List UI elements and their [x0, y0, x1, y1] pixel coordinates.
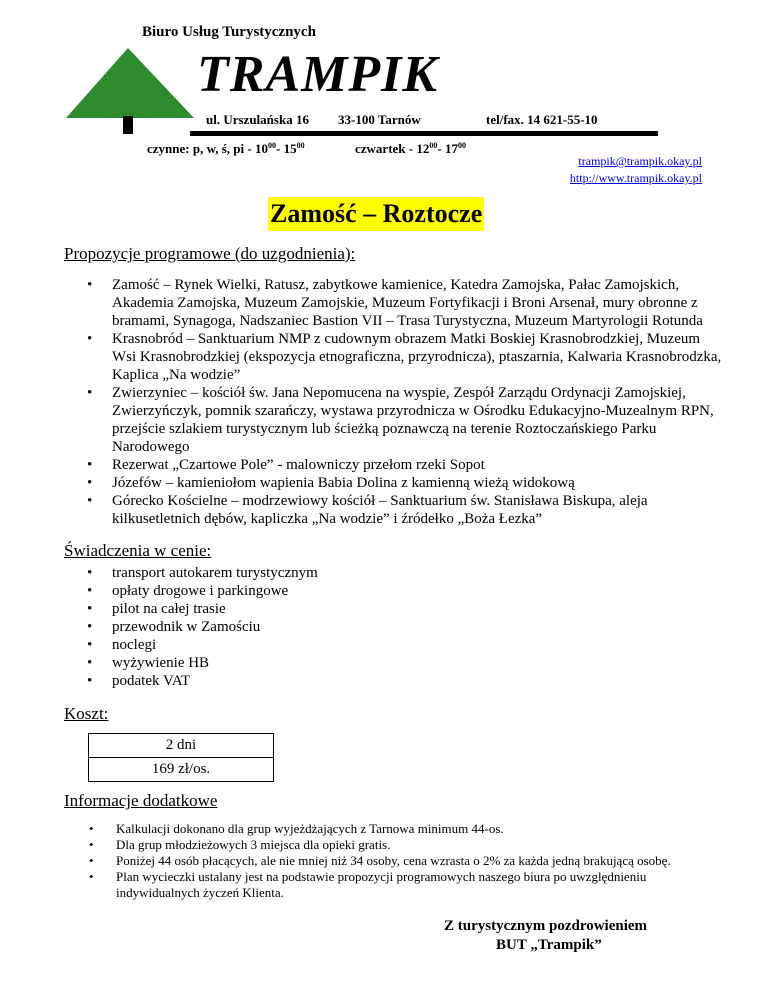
- list-item: [64, 492, 724, 528]
- bullet-icon: •: [87, 637, 93, 653]
- address-street: ul. Urszulańska 16: [206, 112, 309, 127]
- services-heading: Świadczenia w cenie:: [64, 541, 212, 560]
- table-row: [89, 758, 274, 782]
- bullet-icon: •: [89, 821, 94, 836]
- program-item-text: Józefów – kamieniołom wapienia Babia Dolina z kamienną wieżą widokową: [112, 475, 575, 491]
- cost-duration: 2 dni: [89, 734, 274, 758]
- list-item: [64, 564, 564, 582]
- service-item-text: przewodnik w Zamościu: [112, 619, 261, 635]
- hours-weekdays-to: - 15: [275, 141, 297, 156]
- services-list: [64, 564, 564, 690]
- page-title: Zamość – Roztocze: [268, 197, 484, 231]
- program-item-text: Zamość – Rynek Wielki, Ratusz, zabytkowe kamienice, Katedra Zamojska, Pałac Zamojskich, Akademia Zamojska, Muzeum Zamojskie, Muzeum Fortyfikacji i Broni Arsenał, mury obronne z bramami, Synagoga, Nadszaniec Bastion VII – Trasa Turystyczna, Muzeum Martyrologii Rotunda: [112, 277, 703, 329]
- list-item: [64, 384, 724, 456]
- brand-name: TRAMPIK: [197, 46, 439, 103]
- bullet-icon: •: [87, 583, 93, 599]
- header-rule: [190, 131, 658, 136]
- service-item-text: pilot na całej trasie: [112, 601, 226, 617]
- list-item: [64, 276, 724, 330]
- service-item-text: noclegi: [112, 637, 157, 653]
- hours-thursday-to: - 17: [437, 141, 458, 156]
- hours-weekdays-to-min: 00: [296, 141, 305, 150]
- list-item: [64, 636, 564, 654]
- list-item: [64, 672, 564, 690]
- program-list: [64, 276, 724, 528]
- table-row: [89, 734, 274, 758]
- bullet-icon: •: [87, 619, 93, 635]
- hours-thursday-from-min: 00: [429, 141, 438, 150]
- hours-thursday-prefix: czwartek - 12: [355, 141, 430, 156]
- list-item: [64, 456, 724, 474]
- bullet-icon: •: [89, 869, 94, 884]
- program-item-text: Zwierzyniec – kościół św. Jana Nepomucena na wyspie, Zespół Zarządu Ordynacji Zamojskiej, Zwierzyńczyk, pomnik szarańczy, wystawa przyrodnicza w Ośrodku Edukacyjno-Muzealnym RPN, przejście szlakiem turystycznym lub ścieżką poznawczą na terenie Roztoczańskiego Parku Narodowego: [112, 385, 714, 455]
- hours-weekdays-prefix: czynne: p, w, ś, pi - 10: [147, 141, 268, 156]
- website-link[interactable]: http://www.trampik.okay.pl: [569, 171, 702, 185]
- bullet-icon: •: [87, 277, 93, 293]
- cost-heading: Koszt:: [64, 704, 109, 723]
- list-item: [64, 821, 724, 837]
- info-heading: Informacje dodatkowe: [64, 791, 218, 810]
- bullet-icon: •: [87, 673, 93, 689]
- hours-weekdays-from-min: 00: [267, 141, 276, 150]
- email-link[interactable]: trampik@trampik.okay.pl: [578, 154, 702, 168]
- program-item-text: Górecko Kościelne – modrzewiowy kościół – Sanktuarium św. Stanisława Biskupa, aleja kilkusetletnich dębów, kapliczka „Na wodzie” i źródełko „Boża Łezka”: [112, 493, 648, 527]
- tree-logo-icon: [66, 48, 196, 134]
- service-item-text: transport autokarem turystycznym: [112, 565, 318, 581]
- program-item-text: Rezerwat „Czartowe Pole” - malowniczy przełom rzeki Sopot: [112, 457, 485, 473]
- bullet-icon: •: [87, 331, 93, 347]
- tree-trunk-icon: [123, 116, 133, 134]
- bullet-icon: •: [87, 385, 93, 401]
- bullet-icon: •: [87, 565, 93, 581]
- phone-fax: tel/fax. 14 621-55-10: [486, 112, 598, 127]
- opening-hours-weekdays: [147, 141, 305, 157]
- info-item-text: Dla grup młodzieżowych 3 miejsca dla opieki gratis.: [116, 837, 391, 852]
- list-item: [64, 618, 564, 636]
- opening-hours-thursday: [355, 141, 466, 157]
- list-item: [64, 869, 724, 901]
- list-item: [64, 837, 724, 853]
- cost-table: [88, 733, 274, 782]
- bullet-icon: •: [87, 475, 93, 491]
- tree-crown-icon: [66, 48, 194, 118]
- bullet-icon: •: [87, 601, 93, 617]
- bullet-icon: •: [89, 837, 94, 852]
- list-item: [64, 582, 564, 600]
- closing-greeting: Z turystycznym pozdrowieniem: [444, 918, 648, 934]
- company-name: Biuro Usług Turystycznych: [142, 24, 316, 40]
- cost-price: 169 zł/os.: [89, 758, 274, 782]
- bullet-icon: •: [87, 457, 93, 473]
- closing-signature: BUT „Trampik”: [496, 937, 602, 953]
- info-item-text: Kalkulacji dokonano dla grup wyjeżdżających z Tarnowa minimum 44-os.: [116, 821, 504, 836]
- info-list: [64, 821, 724, 901]
- list-item: [64, 474, 724, 492]
- info-item-text: Plan wycieczki ustalany jest na podstawie propozycji programowych naszego biura po uwzględnieniu indywidualnych życzeń Klienta.: [116, 869, 647, 900]
- hours-thursday-to-min: 00: [457, 141, 466, 150]
- bullet-icon: •: [87, 493, 93, 509]
- service-item-text: wyżywienie HB: [112, 655, 210, 671]
- bullet-icon: •: [87, 655, 93, 671]
- program-item-text: Krasnobród – Sanktuarium NMP z cudownym obrazem Matki Boskiej Krasnobrodzkiej, Muzeum Wsi Krasnobrodzkiej (ekspozycja etnograficzna, przyrodnicza), ptaszarnia, Kalwaria Krasnobrodzka, Kaplica „Na wodzie”: [112, 331, 722, 383]
- info-item-text: Poniżej 44 osób płacących, ale nie mniej niż 34 osoby, cena wzrasta o 2% za każda jedną brakującą osobę.: [116, 853, 671, 868]
- service-item-text: podatek VAT: [112, 673, 191, 689]
- list-item: [64, 600, 564, 618]
- program-heading: Propozycje programowe (do uzgodnienia):: [64, 244, 356, 263]
- list-item: [64, 330, 724, 384]
- service-item-text: opłaty drogowe i parkingowe: [112, 583, 289, 599]
- list-item: [64, 853, 724, 869]
- bullet-icon: •: [89, 853, 94, 868]
- address-city: 33-100 Tarnów: [338, 112, 421, 127]
- list-item: [64, 654, 564, 672]
